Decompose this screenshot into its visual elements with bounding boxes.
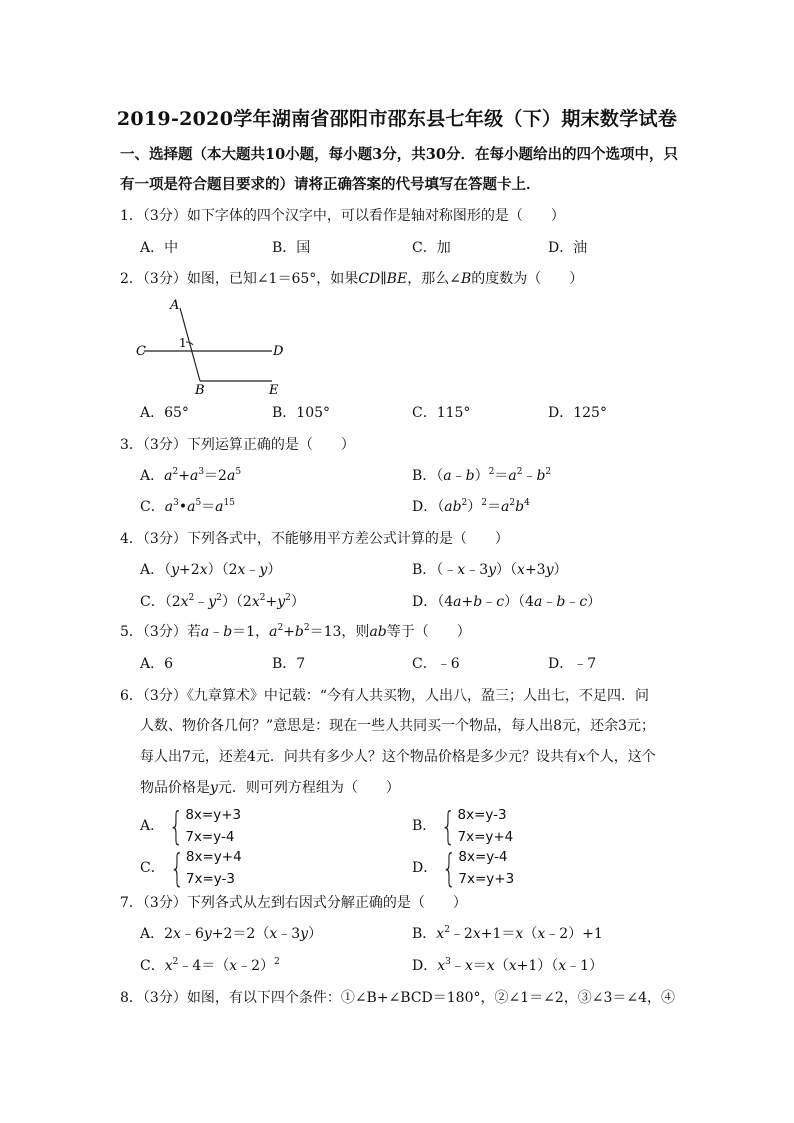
- q6-option-d: D． { 8x=y-4 7x=y+3: [412, 846, 515, 890]
- q7-option-c: C．$x^2﹣4=(x﹣2)^2$: [140, 957, 280, 974]
- q4-option-c: C．$(2x^2﹣y^2)(2x^2+y^2)$: [140, 593, 305, 610]
- label-e: E: [269, 383, 279, 395]
- q6-option-b: B． { 8x=y-3 7x=y+4: [412, 804, 514, 848]
- q2-option-b: B．105°: [272, 405, 331, 421]
- q2-stem: 2．（3分）如图，已知∠1＝65°，如果CD∥BE，那么∠B的度数为（ ）: [120, 271, 584, 287]
- q3-stem: 3．（3分）下列运算正确的是（ ）: [120, 437, 355, 453]
- q3-option-d: D．$(ab^2)^2=a^2b^4$: [412, 498, 530, 515]
- q7-option-d: D．$x^3﹣x=x(x+1)(x﹣1)$: [412, 957, 604, 974]
- q3-option-c: C．$a^3•a^5=a^{15}$: [140, 498, 235, 515]
- section-heading-line2: 有一项是符合题目要求的）请将正确答案的代号填写在答题卡上．: [120, 176, 541, 193]
- q6-option-c: C． { 8x=y+4 7x=y-3: [140, 846, 242, 890]
- q2-option-d: D．125°: [548, 405, 607, 421]
- q8-stem: 8．（3分）如图，有以下四个条件：①∠B+∠BCD＝180°，②∠1＝∠2，③∠3＝∠4，④: [120, 990, 676, 1006]
- q7-stem: 7．（3分）下列各式从左到右因式分解正确的是（ ）: [120, 895, 467, 911]
- label-c: C: [136, 344, 146, 359]
- q7-option-a: A．2x﹣6y+2＝2（x﹣3y）: [140, 926, 323, 942]
- q6-line3: 每人出7元，还差4元．问共有多少人？这个物品价格是多少元？设共有x个人，这个: [140, 749, 656, 765]
- page-title: 2019-2020学年湖南省邵阳市邵东县七年级（下）期末数学试卷: [116, 108, 678, 130]
- q3-option-a: A．$a^2+a^3=2a^5$: [140, 467, 242, 484]
- q2-figure: [130, 295, 300, 395]
- q1-stem: 1．（3分）如下字体的四个汉字中，可以看作是轴对称图形的是（ ）: [120, 208, 565, 224]
- q1-option-a: A．中: [140, 240, 179, 256]
- q5-stem: 5．（3分）若a﹣b＝1，$a^2+b^2=13$，则ab等于（ ）: [120, 623, 471, 640]
- q6-line4: 物品价格是y元．则可列方程组为（ ）: [140, 780, 400, 796]
- q1-option-b: B．国: [272, 240, 311, 256]
- q6-line2: 人数、物价各几何？”意思是：现在一些人共同买一个物品，每人出8元，还余3元；: [140, 718, 655, 734]
- q7-option-b: B．$x^2﹣2x+1=x(x﹣2)+1$: [412, 925, 603, 942]
- label-a: A: [170, 298, 180, 313]
- label-d: D: [273, 344, 284, 359]
- label-angle-1: 1: [179, 336, 187, 350]
- q5-option-c: C．﹣6: [412, 656, 460, 672]
- q4-option-a: A．（y+2x）（2x﹣y）: [140, 562, 282, 578]
- q4-stem: 4．（3分）下列各式中，不能够用平方差公式计算的是（ ）: [120, 531, 509, 547]
- label-b: B: [195, 383, 205, 395]
- q4-option-b: B．（﹣x﹣3y）（x+3y）: [412, 562, 568, 578]
- section-heading-line1: 一、选择题（本大题共10小题，每小题3分，共30分．在每小题给出的四个选项中，只: [120, 146, 678, 163]
- q5-option-d: D．﹣7: [548, 656, 597, 672]
- q6-option-a: A． { 8x=y+3 7x=y-4: [140, 804, 242, 848]
- q3-option-b: B．$(a﹣b)^2=a^2﹣b^2$: [412, 467, 552, 484]
- q1-option-d: D．油: [548, 240, 588, 256]
- q4-option-d: D．（4a+b﹣c）（4a﹣b﹣c）: [412, 594, 602, 610]
- q2-option-a: A．65°: [140, 405, 189, 421]
- q5-option-b: B．7: [272, 656, 306, 672]
- q2-option-c: C．115°: [412, 405, 471, 421]
- q1-option-c: C．加: [412, 240, 451, 256]
- q5-option-a: A．6: [140, 656, 174, 672]
- q6-line1: 6．（3分）《九章算术》中记载：“今有人共买物，人出八，盈三；人出七，不足四．问: [120, 688, 649, 704]
